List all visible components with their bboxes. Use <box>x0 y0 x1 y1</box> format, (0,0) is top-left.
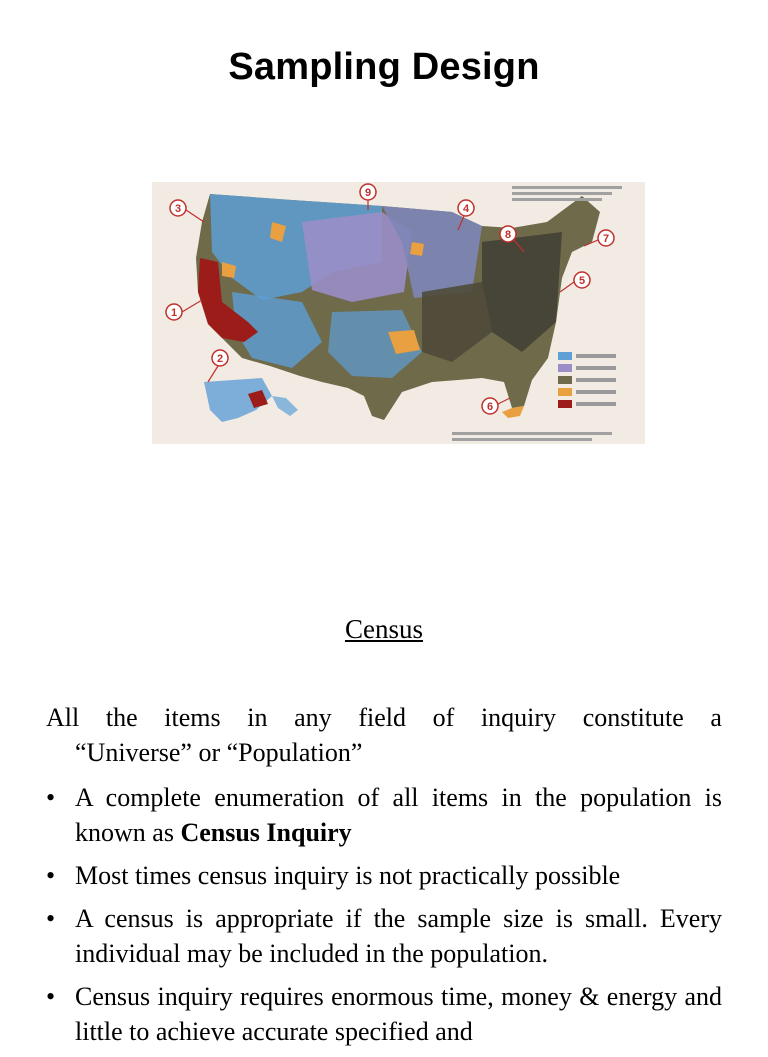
svg-text:9: 9 <box>364 187 372 199</box>
intro-word: field <box>358 703 406 732</box>
bullet-text: Most times census inquiry is not practically possible <box>75 861 621 890</box>
intro-word: constitute <box>582 703 684 732</box>
us-map-svg <box>152 182 645 444</box>
intro-word: All <box>46 703 80 732</box>
universe-term: Universe <box>86 738 181 767</box>
intro-word: a <box>710 703 722 732</box>
intro-word: inquiry <box>480 703 557 732</box>
population-term: Population <box>238 738 351 767</box>
svg-text:3: 3 <box>174 203 182 215</box>
svg-text:4: 4 <box>462 203 470 215</box>
intro-word: of <box>432 703 455 732</box>
map-legend <box>556 348 628 420</box>
intro-word: items <box>164 703 221 732</box>
intro-word: the <box>105 703 138 732</box>
quote-mark: “ <box>75 738 87 767</box>
section-heading: Census <box>344 614 423 644</box>
quote-mark: ” <box>180 738 192 767</box>
bullet-text: A complete enumeration of all items in the population is known as <box>75 783 722 847</box>
intro-line-2 <box>46 735 722 770</box>
intro-word: in <box>247 703 268 732</box>
bullet-item <box>46 858 722 893</box>
bullet-list-container <box>46 780 722 1057</box>
svg-text:2: 2 <box>216 353 224 365</box>
bullet-text: Census inquiry requires enormous time, money & energy and little to achieve accurate specified and <box>75 982 722 1046</box>
bullet-item <box>46 901 722 971</box>
us-map-image <box>152 182 645 444</box>
connector-text: or <box>191 738 227 767</box>
quote-mark: ” <box>350 738 363 767</box>
bullet-item <box>46 979 722 1049</box>
page-title: Sampling Design <box>228 46 540 88</box>
intro-paragraph <box>46 700 722 770</box>
quote-mark: “ <box>226 738 239 767</box>
svg-text:7: 7 <box>602 233 610 245</box>
svg-text:6: 6 <box>486 401 494 413</box>
census-inquiry-term: Census Inquiry <box>180 818 352 847</box>
intro-line-1 <box>46 700 722 735</box>
bullet-item <box>46 780 722 850</box>
intro-word: any <box>294 703 332 732</box>
bullet-list <box>46 780 722 1049</box>
svg-text:5: 5 <box>578 275 586 287</box>
svg-text:8: 8 <box>504 229 512 241</box>
svg-text:1: 1 <box>170 307 178 319</box>
bullet-text: A census is appropriate if the sample size is small. Every individual may be included in the population. <box>75 904 722 968</box>
